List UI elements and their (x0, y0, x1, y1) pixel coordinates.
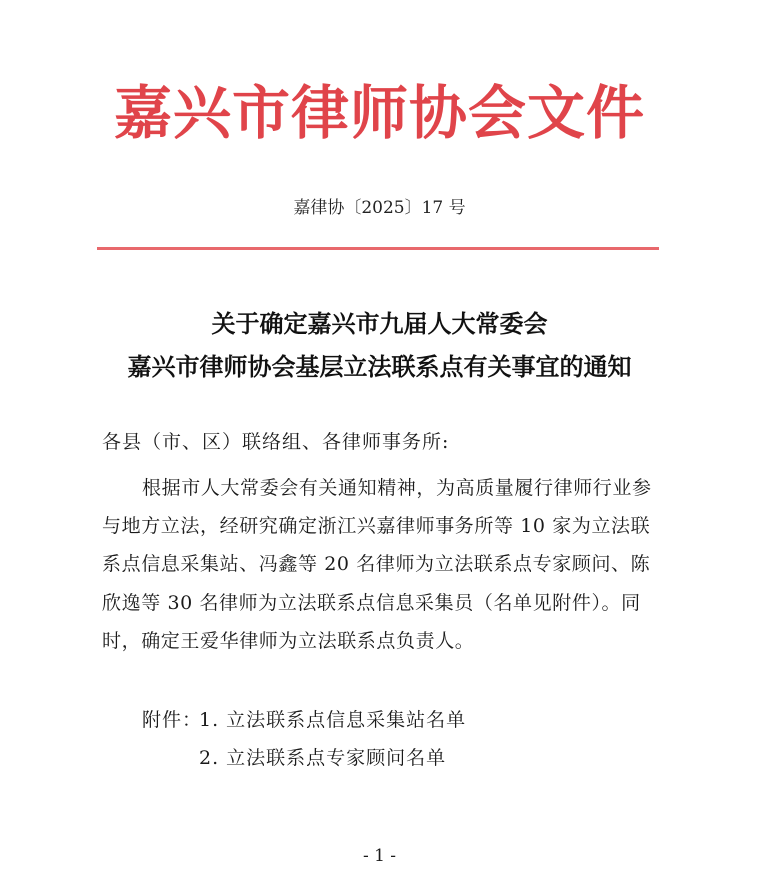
header-divider (97, 247, 659, 250)
paragraph-line: 时，确定王爱华律师为立法联系点负责人。 (102, 630, 475, 652)
paragraph-line: 欣逸等 30 名律师为立法联系点信息采集员（名单见附件）。同 (102, 592, 641, 614)
attachment-item: 2. 立法联系点专家顾问名单 (199, 747, 447, 769)
document-header-title: 嘉兴市律师协会文件 (113, 79, 645, 147)
attachments-label: 附件： (142, 709, 203, 731)
paragraph-line: 系点信息采集站、冯鑫等 20 名律师为立法联系点专家顾问、陈 (102, 553, 651, 575)
attachment-item: 1. 立法联系点信息采集站名单 (199, 709, 467, 731)
notice-title-line-2: 嘉兴市律师协会基层立法联系点有关事宜的通知 (127, 352, 632, 381)
paragraph-line: 与地方立法，经研究确定浙江兴嘉律师事务所等 10 家为立法联 (102, 515, 651, 537)
page-number: - 1 - (362, 846, 397, 866)
paragraph-line: 根据市人大常委会有关通知精神，为高质量履行律师行业参 (142, 477, 652, 499)
document-number: 嘉律协〔2025〕17 号 (293, 198, 466, 218)
notice-title-line-1: 关于确定嘉兴市九届人大常委会 (211, 309, 548, 338)
salutation: 各县（市、区）联络组、各律师事务所: (102, 431, 450, 453)
